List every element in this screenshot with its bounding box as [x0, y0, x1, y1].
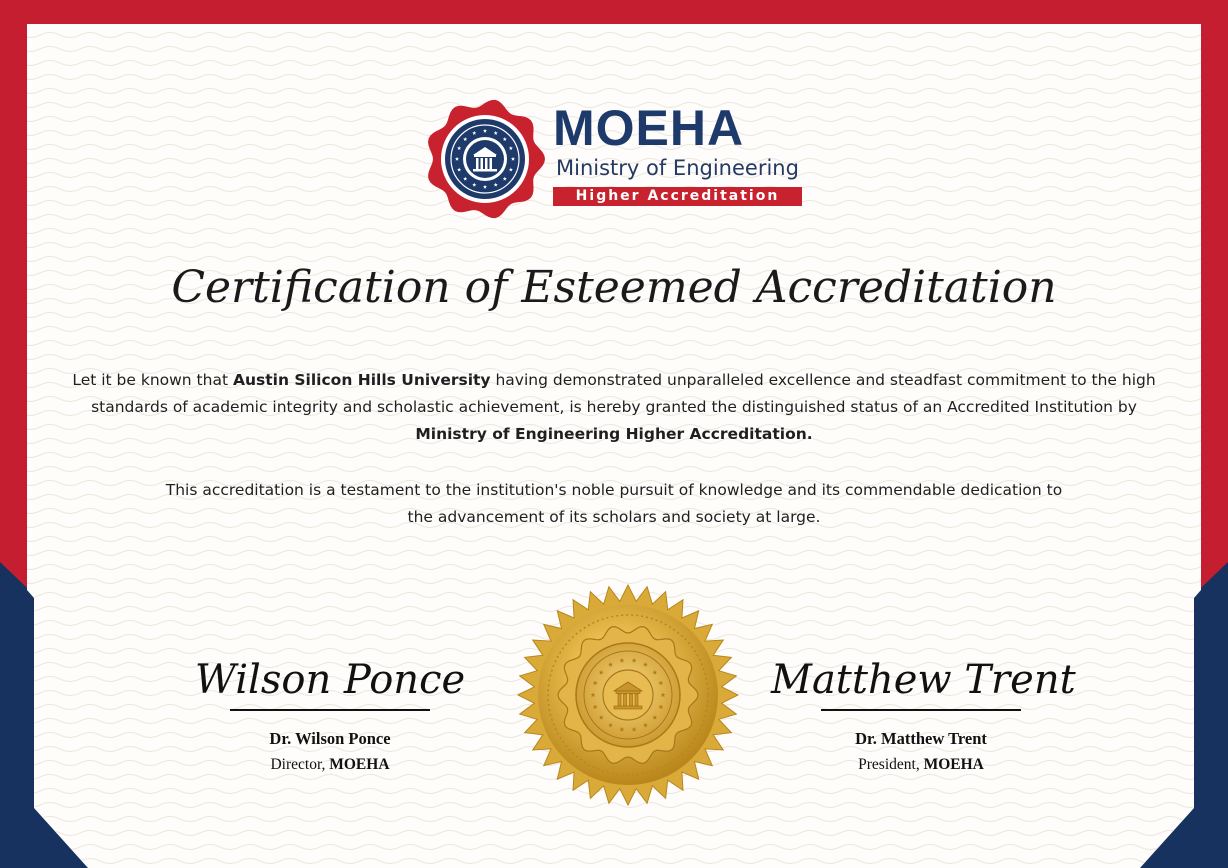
signature-block-right [771, 655, 1076, 775]
institution-name: Austin Silicon Hills University [232, 371, 491, 389]
accrediting-authority: Ministry of Engineering Higher Accreditation. [415, 425, 813, 443]
certificate-title: Certification of Esteemed Accreditation [171, 262, 1057, 313]
brand-name: MOEHA [553, 100, 745, 156]
signature-block-left [180, 655, 480, 775]
body-paragraph-1 [64, 367, 1164, 448]
signer-org-left: MOEHA [329, 755, 390, 773]
body-paragraph-2: This accreditation is a testament to the institution's noble pursuit of knowledge and its commendable dedication to the advancement of its scholars and society at large. [165, 481, 1063, 526]
signer-title-left: Director, [270, 755, 330, 773]
signer-role-left [180, 755, 480, 775]
signature-right: Matthew Trent [771, 657, 1076, 703]
signature-left: Wilson Ponce [194, 657, 466, 703]
signer-name-right: Dr. Matthew Trent [855, 728, 987, 748]
signer-org-right: MOEHA [923, 755, 984, 773]
signer-title-right: President, [858, 755, 924, 773]
brand-tagline: Higher Accreditation [553, 187, 802, 206]
brand-subtitle: Ministry of Engineering [556, 156, 799, 180]
body-text-intro: Let it be known that [72, 371, 233, 389]
signature-line-right [821, 709, 1021, 711]
signer-name-left: Dr. Wilson Ponce [269, 728, 391, 748]
signature-line-left [230, 709, 430, 711]
body-text-middle: having demonstrated unparalleled excellence and steadfast commitment to the high standards of academic integrity and scholastic achievement, is hereby granted the distinguished status of an Accredited Institution by [91, 371, 1156, 416]
signer-role-right [771, 755, 1071, 775]
